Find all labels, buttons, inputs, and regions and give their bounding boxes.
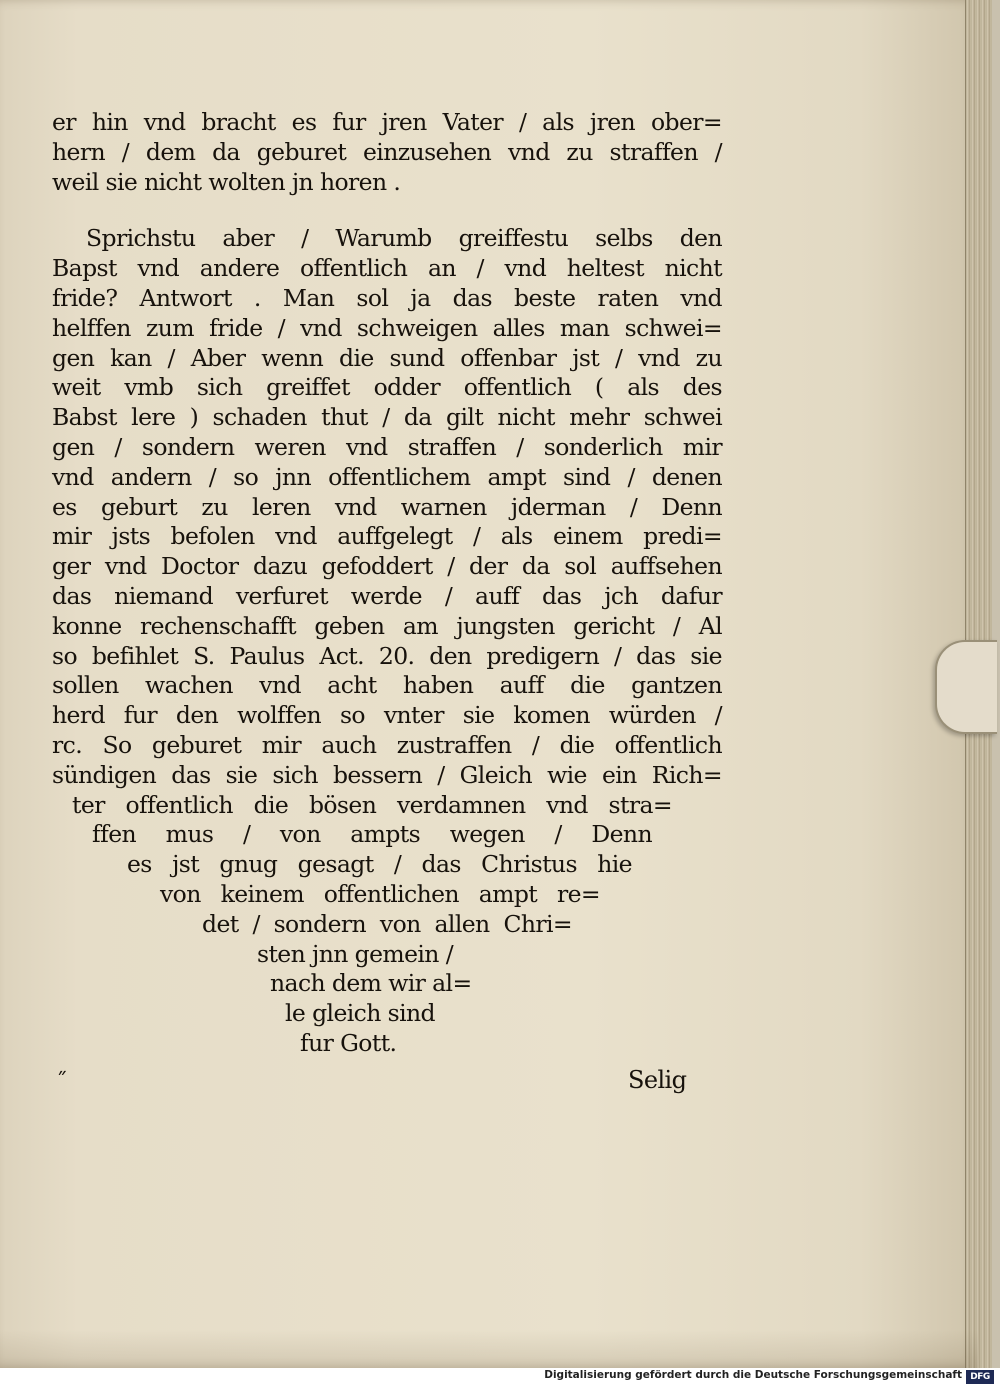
text-line: gen kan / Aber wenn die sund offenbar jst / vnd zu	[52, 343, 722, 372]
text-line: es geburt zu leren vnd warnen jderman / Denn	[52, 492, 722, 521]
text-line: sündigen das sie sich bessern / Gleich wie ein Rich=	[52, 760, 722, 789]
text-line: det / sondern von allen Chri=	[202, 909, 572, 938]
catchword: Selig	[628, 1066, 687, 1094]
text-line: weit vmb sich greiffet odder offentlich ( als des	[52, 373, 722, 402]
footer-bar	[0, 1368, 1000, 1387]
text-line: helffen zum fride / vnd schweigen alles man schwei=	[52, 313, 722, 342]
text-line: konne rechenschafft geben am jungsten gericht / Al	[52, 611, 722, 640]
text-line: Babst lere ) schaden thut / da gilt nicht mehr schwei	[52, 403, 722, 432]
text-line: Bapst vnd andere offentlich an / vnd heltest nicht	[52, 254, 722, 283]
text-line: herd fur den wolffen so vnter sie komen würden /	[52, 701, 722, 730]
text-line: mir jsts befolen vnd auffgelegt / als einem predi=	[52, 522, 722, 551]
text-line: hern / dem da geburet einzusehen vnd zu straffen /	[52, 137, 722, 166]
text-line: le gleich sind	[285, 999, 435, 1028]
dfg-logo-icon: DFG	[966, 1370, 994, 1384]
footer-credit: Digitalisierung gefördert durch die Deutsche Forschungsgemeinschaft	[544, 1369, 962, 1381]
text-line: es jst gnug gesagt / das Christus hie	[127, 850, 632, 879]
text-line: von keinem offentlichen ampt re=	[160, 879, 600, 908]
page-tab	[935, 640, 997, 734]
page-text	[52, 108, 722, 1059]
text-line: nach dem wir al=	[270, 969, 472, 998]
text-line: er hin vnd bracht es fur jren Vater / als jren ober=	[52, 108, 722, 136]
text-line: fur Gott.	[300, 1028, 397, 1057]
text-line: rc. So geburet mir auch zustraffen / die offentlich	[52, 730, 722, 759]
text-line: sollen wachen vnd acht haben auff die gantzen	[52, 671, 722, 700]
text-line: Sprichstu aber / Warumb greiffestu selbs den	[86, 224, 722, 253]
text-line: ger vnd Doctor dazu gefoddert / der da sol auffsehen	[52, 552, 722, 581]
text-line: ter offentlich die bösen verdamnen vnd stra=	[72, 790, 672, 819]
text-line: fride? Antwort . Man sol ja das beste raten vnd	[52, 283, 722, 312]
signature-mark: ˝	[56, 1070, 67, 1095]
text-line: das niemand verfuret werde / auff das jch dafur	[52, 581, 722, 610]
text-line: so befihlet S. Paulus Act. 20. den predigern / das sie	[52, 641, 722, 670]
text-line: gen / sondern weren vnd straffen / sonderlich mir	[52, 432, 722, 461]
text-line: sten jnn gemein /	[257, 939, 454, 968]
text-line: vnd andern / so jnn offentlichem ampt sind / denen	[52, 462, 722, 491]
page-shadow	[0, 1330, 978, 1368]
text-line: weil sie nicht wolten jn horen .	[52, 167, 401, 196]
text-line: ffen mus / von ampts wegen / Denn	[92, 820, 652, 849]
